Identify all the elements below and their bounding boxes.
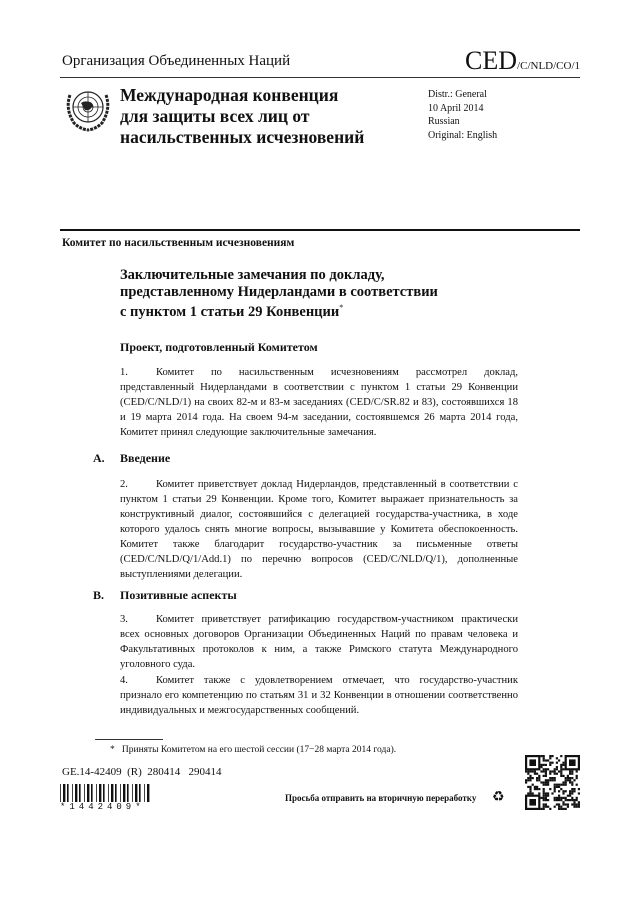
paragraph-text: Комитет также с удовлетворением отмечает, что государство-участник признало его компетенцию по статьям 31 и 32 Конвенции в отношении соответственно индивидуальных и межгосударственных сообщений. (120, 675, 518, 716)
heading-line: представленному Нидерландами в соответствии (120, 283, 438, 300)
barcode-text: *1442409* (60, 802, 145, 812)
footnote: * Приняты Комитетом на его шестой сессии (17−28 марта 2014 года). (110, 745, 397, 755)
organization-name: Организация Объединенных Наций (62, 53, 291, 69)
section-title: Позитивные аспекты (120, 588, 237, 602)
paragraph-number: 2. (120, 479, 128, 490)
date-line: 10 April 2014 (428, 102, 484, 114)
title-line: для защиты всех лиц от (120, 106, 310, 126)
paragraph-text: Комитет приветствует ратификацию государством-участником практически всех основных договоров Организации Объединенных Наций по правам человека и Факультативных протоколов к ним, а также Римского статута Международного уголовного суда. (120, 614, 518, 670)
paragraph-text: Комитет по насильственным исчезновениям рассмотрел доклад, представленный Нидерландами в соответствии с пунктом 1 статьи 29 Конвенции (CED/C/NLD/1) на своих 82-м и 83-м заседаниях (CED/C/SR.82 и 83), состоявшихся 18 и 19 марта 2014 года. На своем 94-м заседании, состоявшемся 26 марта 2014 года, Комитет принял следующие заключительные замечания. (120, 367, 518, 438)
recycle-notice: Просьба отправить на вторичную переработку (285, 793, 477, 803)
title-rule (60, 229, 580, 231)
section-a-heading (93, 451, 518, 466)
distribution-info (428, 88, 497, 142)
paragraph-1 (120, 365, 518, 440)
paragraph-number: 1. (120, 367, 128, 378)
paragraph-4 (120, 673, 518, 718)
paragraph-number: 4. (120, 675, 128, 686)
section-letter: B. (93, 588, 105, 602)
subheading: Проект, подготовленный Комитетом (120, 340, 318, 354)
distr-line: Distr.: General (428, 89, 487, 100)
footnote-mark[interactable]: * (339, 303, 344, 312)
original-language-line: Original: English (428, 129, 498, 141)
section-letter: A. (93, 451, 105, 465)
committee-name: Комитет по насильственным исчезновениям (62, 237, 295, 249)
barcode (60, 784, 150, 802)
qr-code (525, 755, 580, 810)
job-number: GE.14-42409 (R) 280414 290414 (62, 766, 222, 778)
language-line: Russian (428, 116, 460, 127)
paragraph-3 (120, 612, 518, 672)
section-title: Введение (120, 451, 171, 465)
symbol-main: CED (465, 46, 518, 75)
recycle-icon: ♻ (492, 790, 505, 805)
header-rule (60, 77, 580, 78)
paragraph-number: 3. (120, 614, 128, 625)
paragraph-text: Комитет приветствует доклад Нидерландов, представленный в соответствии с пунктом 1 статьи 29 Конвенции. Кроме того, Комитет выражает признательность за конструктивный диалог, состоявшийся с делегацией государства-участника, в ходе которого удалось снять многие вопросы, вызывавшие у Комитета обеспокоенность. Комитет также благодарит государство-участник за письменные ответы (CED/C/NLD/Q/1/Add.1) по перечню вопросов (CED/C/NLD/Q/1), дополненные выступлениями делегации. (120, 479, 518, 580)
document-symbol (465, 46, 580, 76)
convention-title (120, 85, 364, 148)
heading-line: с пунктом 1 статьи 29 Конвенции (120, 303, 340, 320)
symbol-sub: /C/NLD/CO/1 (517, 60, 580, 72)
footnote-rule (95, 739, 163, 740)
title-line: насильственных исчезновений (120, 127, 365, 147)
document-heading (120, 267, 480, 320)
section-b-heading (93, 588, 518, 603)
heading-line: Заключительные замечания по докладу, (120, 267, 385, 283)
title-line: Международная конвенция (120, 85, 339, 105)
paragraph-2 (120, 477, 518, 582)
un-emblem-icon (64, 83, 112, 133)
